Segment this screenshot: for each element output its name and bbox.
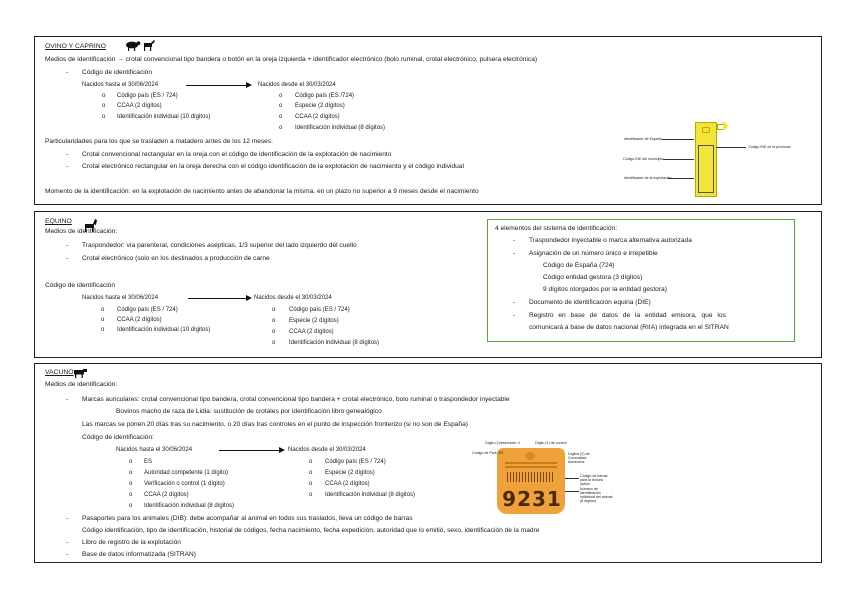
vacuno-hasta-item: ES <box>144 459 153 465</box>
sub-bullet: o <box>101 317 105 323</box>
callout-codigo-provincia: Código INE de la provincia <box>748 145 791 149</box>
vacuno-hasta-item: CCAA (2 dígitos) <box>144 492 189 498</box>
sub-bullet: o <box>129 481 133 487</box>
equino-hasta: Nacidos hasta el 30/06/2024 <box>82 295 159 301</box>
elementos-header: 4 elementos del sistema de identificación: <box>495 225 618 232</box>
ovino-desde-item: CCAA (2 dígitos) <box>295 114 340 120</box>
sheep-ear-tag-illustration <box>695 122 717 197</box>
sub-bullet: o <box>102 93 106 99</box>
elemento-2: Asignación de un número único e irrepetible <box>529 250 658 257</box>
sub-bullet: o <box>272 340 276 346</box>
callout-line <box>662 139 694 140</box>
tag-number: 9231 <box>502 487 562 511</box>
sub-bullet: o <box>101 307 105 313</box>
equino-desde-item: Identificación individual (8 dígitos) <box>289 340 380 346</box>
sub-bullet: o <box>101 327 105 333</box>
equino-desde: Nacidos desde el 30/03/2024 <box>254 295 332 301</box>
equino-hasta-item: Identificación individual (10 dígitos) <box>117 327 211 333</box>
bullet: - <box>513 312 516 319</box>
equino-hasta-item: Código país (ES / 724) <box>117 307 178 313</box>
equino-item: Crotal electrónico (solo en los destinados a producción de carne <box>82 255 270 262</box>
bullet: - <box>66 396 69 403</box>
vacuno-hasta-item: Verificación o control (1 dígito) <box>144 481 225 487</box>
callout-codigo-pais: Código de País: ES <box>472 451 504 455</box>
vacuno-hasta-item: Autoridad competente (1 dígito) <box>144 470 229 476</box>
vacuno-desde-item: CCAA (2 dígitos) <box>325 481 370 487</box>
sub-bullet: o <box>309 492 313 498</box>
elemento-2-sub: Código entidad gestora (3 dígitos) <box>543 274 643 281</box>
ovino-title: OVINO Y CAPRINO <box>45 43 106 50</box>
sub-bullet: o <box>279 93 283 99</box>
vacuno-hasta-item: Identificación individual (8 dígitos) <box>144 503 235 509</box>
vacuno-bovinos: Bovinos macho de raza de Lidia: sustitución de crotales por identificación libro genealógico <box>116 408 382 415</box>
bullet: - <box>513 250 516 257</box>
callout-line <box>668 178 694 179</box>
bullet: - <box>66 515 69 522</box>
sub-bullet: o <box>272 318 276 324</box>
bullet: - <box>66 163 69 170</box>
callout-line <box>663 159 694 160</box>
cow-icon <box>73 368 88 378</box>
elemento-3: Documento de identificación equina (DIE) <box>529 299 651 306</box>
ovino-part-item: Crotal electrónico rectangular en la oreja derecha con el código identificación de la explotación de nacimiento y el código individual <box>82 163 464 170</box>
sub-bullet: o <box>129 459 133 465</box>
callout-digito-reservado: Dígito (1)reservado: 0 <box>485 441 520 445</box>
sub-bullet: o <box>279 114 283 120</box>
elemento-2-sub: 9 dígitos otorgados por la entidad gestora) <box>543 286 667 293</box>
vacuno-desde-item: Código país (ES / 724) <box>325 459 386 465</box>
ovino-hasta: Nacidos hasta el 30/06/2024 <box>82 82 159 88</box>
bullet: - <box>66 151 69 158</box>
vacuno-base: Base de datos informatizada (SITRAN) <box>82 551 196 558</box>
vacuno-libro: Libro de registro de la explotación <box>82 539 181 546</box>
ovino-medios: Medios de identificación → crotal convencional tipo bandera o botón en la oreja izquierda + identificador electrónico (bolo ruminal, crotal electrónico, pulsera electrónica) <box>45 56 538 63</box>
vacuno-pasaportes-sub: Código identificación, tipo de identificación, historial de códigos, fecha nacimiento, fecha expedición, autoridad que lo emitió, sexo, identificación de la madre <box>82 527 540 534</box>
vacuno-medios: Medios de identificación: <box>45 381 118 388</box>
elemento-4-line2: comunicará a base de datos nacional (RIIA) integrada en el SITRAN <box>529 324 729 331</box>
vacuno-pasaportes: Pasaportes para los animales (DIB): debe acompañar al animal en todos sus traslados, lleva un código de barras <box>82 515 413 522</box>
ovino-desde-item: Identificación individual (8 dígitos) <box>295 125 386 131</box>
ovino-desde: Nacidos desde el 30/03/2024 <box>258 82 336 88</box>
ovino-hasta-item: CCAA (2 dígitos) <box>117 103 162 109</box>
vacuno-desde-item: Identificación individual (8 dígitos) <box>325 492 416 498</box>
equino-hasta-item: CCAA (2 dígitos) <box>117 317 162 323</box>
vacuno-marcas: Marcas auriculares: crotal convencional tipo bandera, crotal convencional tipo bandera + crotal electrónico, bolo ruminal o traspondedor inyectable <box>82 396 510 403</box>
ovino-hasta-item: Identificación individual (10 dígitos) <box>117 114 211 120</box>
elemento-2-sub: Código de España (724) <box>543 262 615 269</box>
equino-title: EQUINO <box>45 218 72 225</box>
callout-identificador-espana: Identificador de España <box>624 137 662 141</box>
sheep-icon <box>124 40 141 51</box>
vacuno-marcas-ponen: Las marcas se ponen 20 días tras su nacimiento, o 20 días tras controles en el punto de inspección fronterizo (si no son de España) <box>82 421 468 428</box>
vacuno-desde-item: Especie (2 dígitos) <box>325 470 375 476</box>
callout-digito-control: Dígito (1) de control <box>535 441 567 445</box>
sub-bullet: o <box>129 503 133 509</box>
ovino-codigo-header: Código de identificación <box>82 69 153 76</box>
vacuno-title: VACUNO <box>45 369 74 376</box>
equino-item: Traspondedor: vía parenteral, condiciones asépticas, 1/3 superior del lado izquierdo del cuello <box>82 242 357 249</box>
arrow-head-icon <box>723 121 729 131</box>
bullet: - <box>66 242 69 249</box>
bullet: - <box>513 237 516 244</box>
equino-desde-item: Especie (2 dígitos) <box>289 318 339 324</box>
equino-codigo-header: Código de identificación <box>45 282 116 289</box>
sub-bullet: o <box>272 329 276 335</box>
sub-bullet: o <box>279 125 283 131</box>
bullet: - <box>66 255 69 262</box>
sub-bullet: o <box>309 481 313 487</box>
sub-bullet: o <box>102 114 106 120</box>
bullet: - <box>66 551 69 558</box>
arrow <box>188 298 250 299</box>
elemento-4-line1: Registro en base de datos de la entidad emisora, que los <box>529 312 726 319</box>
callout-codigo-barras: Código de barras para la lectura óptica <box>580 474 608 486</box>
sub-bullet: o <box>129 470 133 476</box>
sub-bullet: o <box>279 103 283 109</box>
ovino-desde-item: Código país (ES /724) <box>295 93 355 99</box>
bullet: - <box>66 69 69 76</box>
ovino-part-item: Crotal convencional rectangular en la oreja con el código de identificación de la explotación de nacimiento <box>82 151 392 158</box>
callout-numero-identificacion: Número de identificación individual del animal (8 dígitos) <box>580 487 613 503</box>
ovino-momento: Momento de la identificación: en la explotación de nacimiento antes de abandonar la misma, en un plazo no superior a 9 meses desde el nacimiento <box>45 188 479 195</box>
callout-ccaa: Dígitos (2) de Comunidad Autónoma <box>568 452 590 464</box>
sub-bullet: o <box>129 492 133 498</box>
equino-medios: Medios de identificación: <box>45 228 118 235</box>
sub-bullet: o <box>309 459 313 465</box>
goat-icon <box>142 39 156 51</box>
vacuno-desde: Nacidos desde el 30/03/2024 <box>288 447 366 453</box>
arrow <box>186 85 250 86</box>
ovino-hasta-item: Código país (ES / 724) <box>117 93 178 99</box>
arrow <box>219 450 283 451</box>
equino-desde-item: CCAA (2 dígitos) <box>289 329 334 335</box>
callout-identificador-explotacion: Identificador de la explotación <box>624 176 672 180</box>
equino-desde-item: Código país (ES / 724) <box>289 307 350 313</box>
callout-line <box>565 478 579 479</box>
callout-line <box>565 491 579 492</box>
elemento-1: Traspondedor inyectable o marca alternativa autorizada <box>529 237 692 244</box>
bullet: - <box>66 539 69 546</box>
ovino-particularidades: Particularidades para los que se trasladen a matadero antes de los 12 meses: <box>45 138 273 145</box>
ovino-desde-item: Especie (2 dígitos) <box>295 103 345 109</box>
sub-bullet: o <box>272 307 276 313</box>
sub-bullet: o <box>102 103 106 109</box>
vacuno-codigo-header: Código de identificación: <box>82 434 154 441</box>
callout-line <box>716 147 746 148</box>
vacuno-hasta: Nacidos hasta el 30/06/2024 <box>116 447 193 453</box>
bullet: - <box>513 299 516 306</box>
sub-bullet: o <box>309 470 313 476</box>
callout-codigo-municipio: Código INE del municipio <box>623 157 664 161</box>
